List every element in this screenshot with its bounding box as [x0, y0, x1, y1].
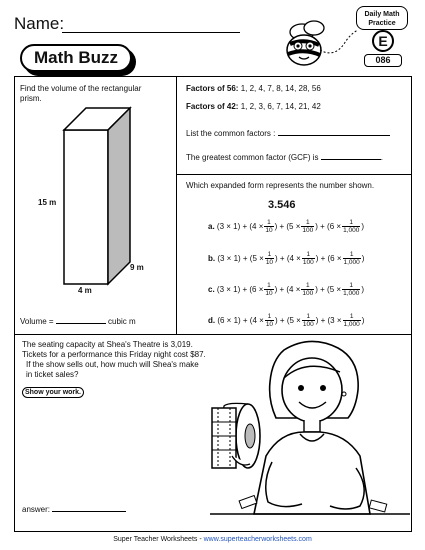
option-letter: b. [208, 254, 216, 263]
width-label: 4 m [78, 286, 92, 295]
option-letter: a. [208, 222, 215, 231]
volume-answer-row [20, 316, 136, 327]
numerator: 1 [265, 313, 274, 321]
fraction [342, 282, 360, 297]
numerator: 1 [343, 251, 361, 259]
denominator: 1,000 [343, 259, 360, 267]
badge-line-2: Practice [368, 20, 396, 27]
fraction [302, 251, 315, 266]
gcf-prompt: The greatest common factor (GCF) is [186, 153, 319, 162]
gcf-blank[interactable] [321, 152, 381, 160]
volume-prompt-line-1: Find the volume of the rectangular [20, 84, 142, 93]
option-term: ) [361, 254, 365, 263]
fraction [302, 313, 315, 328]
word-answer-label: answer: [22, 505, 51, 514]
numerator: 1 [342, 282, 360, 290]
option-term: ) + (6 × [315, 222, 342, 231]
numerator: 1 [264, 219, 273, 227]
option-term: (3 × 1) + (4 × [216, 222, 264, 231]
word-problem-line-2: Tickets for a performance this Friday night cost $87. [22, 350, 206, 359]
factors-56-row [186, 84, 321, 94]
fraction [265, 251, 274, 266]
badge-line-1: Daily Math [364, 11, 400, 18]
name-label: Name: [14, 14, 65, 33]
gcf-end: . [380, 153, 383, 162]
fraction [343, 313, 361, 328]
option-term: (3 × 1) + (5 × [217, 254, 264, 263]
denominator: 10 [265, 321, 274, 329]
numerator: 1 [265, 251, 274, 259]
numerator: 1 [342, 219, 360, 227]
factors-42-values: 1, 2, 3, 6, 7, 14, 21, 42 [240, 102, 321, 111]
fraction [301, 282, 314, 297]
right-row-divider [176, 174, 412, 175]
option-c[interactable] [208, 281, 364, 312]
volume-answer-prefix: Volume = [20, 317, 54, 326]
denominator: 100 [302, 321, 314, 329]
word-answer-row [22, 504, 126, 515]
factors-42-label: Factors of 42: [186, 102, 239, 111]
daily-math-badge [356, 6, 408, 30]
option-b[interactable] [208, 250, 364, 281]
common-factors-prompt: List the common factors : [186, 129, 276, 138]
word-problem-line-3: If the show sells out, how much will Shea's make [26, 360, 199, 369]
numerator: 1 [301, 282, 314, 290]
denominator: 1,000 [343, 321, 360, 329]
numerator: 1 [302, 313, 315, 321]
option-letter: c. [208, 285, 215, 294]
footer-url[interactable]: www.superteacherworksheets.com [203, 536, 312, 543]
common-factors-blank[interactable] [278, 128, 390, 136]
factors-56-label: Factors of 56: [186, 84, 239, 93]
denominator: 100 [302, 227, 314, 235]
options-list [208, 218, 364, 343]
numerator: 1 [343, 313, 361, 321]
volume-prompt-line-2: prism. [20, 94, 42, 103]
volume-answer-blank[interactable] [56, 316, 106, 324]
denominator: 10 [265, 259, 274, 267]
level-badge: E [372, 30, 394, 52]
denominator: 100 [302, 290, 314, 298]
option-term: ) + (4 × [274, 285, 301, 294]
word-problem-line-4: in ticket sales? [26, 370, 79, 379]
rectangular-prism-diagram [60, 104, 140, 290]
show-work-label: Show your work. [22, 387, 84, 398]
name-line[interactable] [62, 32, 240, 33]
word-problem-line-1: The seating capacity at Shea's Theatre is 3,019. [22, 340, 193, 349]
fraction [343, 251, 361, 266]
height-label: 15 m [38, 198, 57, 207]
option-term: (6 × 1) + (4 × [217, 316, 264, 325]
option-term: ) + (5 × [275, 316, 301, 325]
numerator: 1 [302, 251, 315, 259]
fraction [301, 219, 314, 234]
option-term: ) + (5 × [274, 222, 301, 231]
numerator: 1 [301, 219, 314, 227]
fraction [342, 219, 360, 234]
fraction [265, 313, 274, 328]
option-letter: d. [208, 316, 216, 325]
option-term: ) + (5 × [315, 285, 342, 294]
option-a[interactable] [208, 218, 364, 250]
factors-42-row [186, 102, 321, 112]
denominator: 1,000 [343, 227, 360, 235]
fraction [264, 219, 273, 234]
denominator: 100 [302, 259, 314, 267]
worksheet-number: 086 [364, 54, 402, 67]
worksheet-title: Math Buzz [20, 44, 132, 72]
option-term: ) [361, 316, 365, 325]
common-factors-row [186, 128, 390, 139]
option-term: ) [361, 222, 365, 231]
depth-label: 9 m [130, 263, 144, 272]
word-answer-blank[interactable] [52, 504, 126, 512]
fraction [264, 282, 273, 297]
denominator: 10 [265, 227, 273, 235]
option-term: ) + (3 × [315, 316, 342, 325]
volume-answer-suffix: cubic m [108, 317, 136, 326]
bee-icon [282, 18, 362, 70]
gcf-row [186, 152, 383, 163]
option-term: (3 × 1) + (6 × [216, 285, 264, 294]
ticket-girl-illustration [210, 338, 410, 530]
factors-56-values: 1, 2, 4, 7, 8, 14, 28, 56 [240, 84, 321, 93]
expanded-number: 3.546 [268, 199, 296, 211]
denominator: 1,000 [343, 290, 360, 298]
option-term: ) + (6 × [315, 254, 342, 263]
volume-prompt [20, 84, 172, 104]
footer-brand: Super Teacher Worksheets - [113, 536, 202, 543]
column-divider [176, 76, 177, 334]
expanded-question: Which expanded form represents the number shown. [186, 181, 375, 190]
denominator: 10 [265, 290, 273, 298]
option-term: ) [361, 285, 365, 294]
option-term: ) + (4 × [275, 254, 301, 263]
numerator: 1 [264, 282, 273, 290]
footer [0, 536, 425, 543]
